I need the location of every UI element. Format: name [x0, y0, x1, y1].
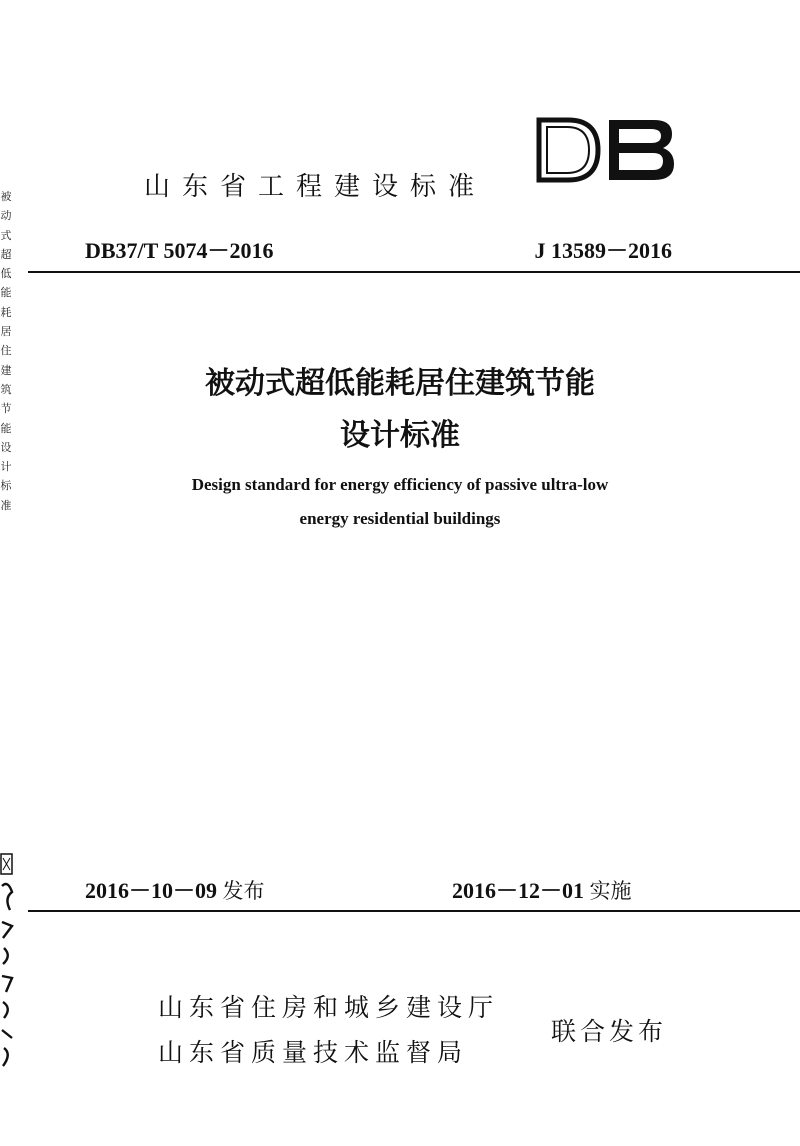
- spine-char: 动: [0, 209, 12, 223]
- spine-title: [0, 187, 12, 515]
- title-cn-line1: 被动式超低能耗居住建筑节能: [205, 366, 595, 401]
- spine-char: 超: [0, 247, 12, 261]
- publisher-quality-bureau: 山东省质量技术监督局: [158, 1038, 469, 1067]
- spine-char: 耗: [0, 305, 12, 319]
- spine-char: 设: [0, 440, 12, 454]
- spine-char: 能: [0, 421, 12, 435]
- issue-date-line: [85, 874, 265, 905]
- record-number: J 13589－2016: [534, 238, 672, 263]
- document-category: 山东省工程建设标准: [144, 172, 487, 202]
- spine-char: 住: [0, 344, 12, 358]
- spine-char: 低: [0, 267, 12, 281]
- implement-label: 实施: [589, 879, 632, 903]
- spine-char: 被: [0, 190, 12, 203]
- spine-char: 计: [0, 460, 12, 474]
- spine-char: 准: [0, 498, 12, 512]
- implement-date-line: [452, 874, 632, 905]
- bottom-divider: [28, 910, 800, 912]
- spine-char: 节: [0, 402, 12, 416]
- title-en-line1: Design standard for energy efficiency of passive ultra-low: [191, 475, 609, 494]
- implement-date: 2016－12－01: [452, 878, 585, 903]
- joint-release-label: 联合发布: [551, 1017, 668, 1046]
- title-en-line2: energy residential buildings: [299, 509, 501, 528]
- standard-number: DB37/T 5074－2016: [85, 238, 274, 263]
- publisher-housing-dept: 山东省住房和城乡建设厅: [158, 993, 500, 1022]
- spine-char: 能: [0, 286, 12, 300]
- publisher-logo-strip: [0, 852, 14, 1072]
- db-logo: [536, 117, 676, 183]
- spine-char: 居: [0, 325, 12, 339]
- spine-char: 标: [0, 479, 12, 493]
- issue-label: 发布: [222, 879, 265, 903]
- issue-date: 2016－10－09: [85, 878, 218, 903]
- top-divider: [28, 271, 800, 273]
- spine-char: 筑: [0, 382, 12, 396]
- spine-char: 式: [0, 228, 12, 242]
- title-cn-line2: 设计标准: [340, 418, 460, 453]
- spine-char: 建: [0, 363, 12, 377]
